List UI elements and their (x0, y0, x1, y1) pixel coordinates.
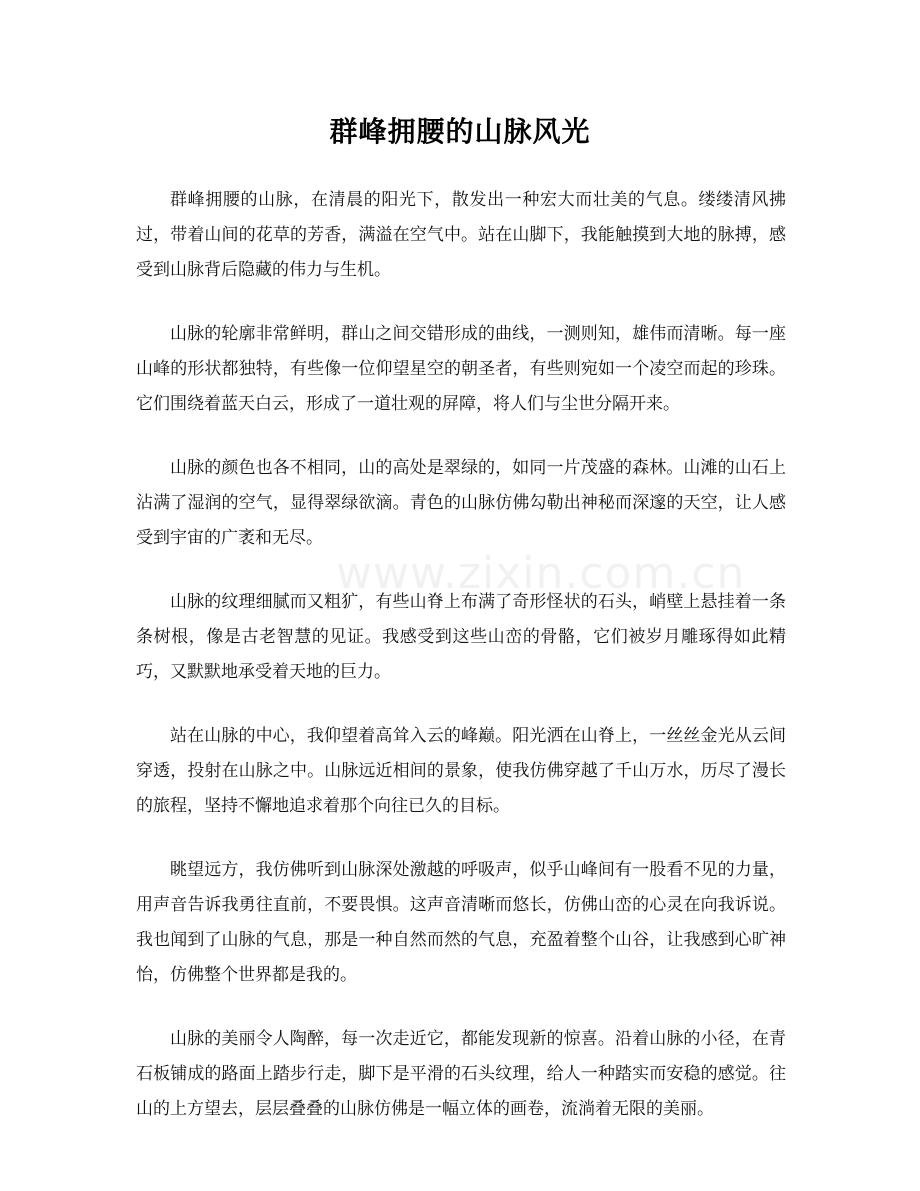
paragraph: 山脉的颜色也各不相同，山的高处是翠绿的，如同一片茂盛的森林。山滩的山石上沾满了湿润的空气，显得翠绿欲滴。青色的山脉仿佛勾勒出神秘而深邃的天空，让人感受到宇宙的广袤和无尽。 (136, 458, 786, 548)
paragraph: 站在山脉的中心，我仰望着高耸入云的峰巅。阳光洒在山脊上，一丝丝金光从云间穿透，投射在山脉之中。山脉远近相间的景象，使我仿佛穿越了千山万水，历尽了漫长的旅程，坚持不懈地追求着那个向往已久的目标。 (136, 726, 786, 816)
paragraph: 山脉的纹理细腻而又粗犷，有些山脊上布满了奇形怪状的石头，峭壁上悬挂着一条条树根，像是古老智慧的见证。我感受到这些山峦的骨骼，它们被岁月雕琢得如此精巧，又默默地承受着天地的巨力。 (136, 592, 786, 682)
document-title: 群峰拥腰的山脉风光 (329, 115, 591, 148)
document-body (136, 183, 786, 1156)
paragraph: 山脉的美丽令人陶醉，每一次走近它，都能发现新的惊喜。沿着山脉的小径，在青石板铺成的路面上踏步行走，脚下是平滑的石头纹理，给人一种踏实而安稳的感觉。往山的上方望去，层层叠叠的山脉仿佛是一幅立体的画卷，流淌着无限的美丽。 (136, 1029, 786, 1119)
paragraph: 眺望远方，我仿佛听到山脉深处激越的呼吸声，似乎山峰间有一股看不见的力量，用声音告诉我勇往直前，不要畏惧。这声音清晰而悠长，仿佛山峦的心灵在向我诉说。我也闻到了山脉的气息，那是一种自然而然的气息，充盈着整个山谷，让我感到心旷神怡，仿佛整个世界都是我的。 (136, 860, 786, 985)
paragraph: 群峰拥腰的山脉，在清晨的阳光下，散发出一种宏大而壮美的气息。缕缕清风拂过，带着山间的花草的芳香，满溢在空气中。站在山脚下，我能触摸到大地的脉搏，感受到山脉背后隐藏的伟力与生机。 (136, 190, 786, 280)
paragraph: 山脉的轮廓非常鲜明，群山之间交错形成的曲线，一测则知，雄伟而清晰。每一座山峰的形状都独特，有些像一位仰望星空的朝圣者，有些则宛如一个凌空而起的珍珠。它们围绕着蓝天白云，形成了一道壮观的屏障，将人们与尘世分隔开来。 (136, 324, 786, 414)
watermark: www.zixin.com.cn (336, 548, 746, 599)
